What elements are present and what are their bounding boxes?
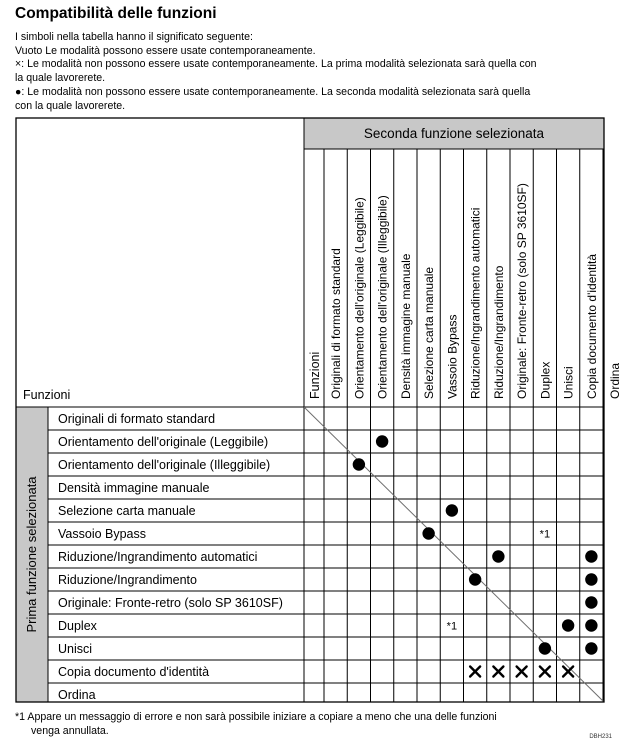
dot-mark	[376, 435, 388, 447]
column-header-13: Ordina	[608, 362, 623, 399]
compatibility-table	[15, 117, 623, 710]
column-header-11: Unisci	[561, 366, 576, 399]
symbol-legend	[15, 31, 615, 113]
cross-mark	[540, 667, 550, 677]
column-header-9: Originale: Fronte-retro (solo SP 3610SF)	[515, 183, 530, 399]
row-label-9: Originale: Fronte-retro (solo SP 3610SF)	[58, 596, 283, 610]
row-label-7: Riduzione/Ingrandimento automatici	[58, 550, 258, 564]
column-header-3: Orientamento dell'originale (Illeggibile)	[375, 195, 390, 399]
note-mark: *1	[539, 528, 551, 541]
column-header-10: Duplex	[538, 361, 553, 399]
column-header-6: Vassoio Bypass	[445, 314, 460, 399]
column-header-1: Originali di formato standard	[329, 248, 344, 399]
column-header-12: Copia documento d'identità	[584, 253, 599, 399]
dot-mark	[585, 596, 597, 608]
column-header-2: Orientamento dell'originale (Leggibile)	[352, 197, 367, 399]
row-label-10: Duplex	[58, 619, 97, 633]
top-header-label: Seconda funzione selezionata	[363, 126, 545, 141]
legend-dot-cont: con la quale lavorerete.	[15, 99, 126, 112]
footnote	[15, 711, 615, 738]
diagonal-line	[304, 407, 604, 702]
legend-blank: Vuoto Le modalità possono essere usate contemporaneamente.	[15, 44, 316, 57]
footnote-line-1: *1 Appare un messaggio di errore e non sarà possibile iniziare a copiare a meno che una delle funzioni	[15, 711, 497, 723]
cross-mark	[563, 667, 573, 677]
row-label-13: Ordina	[58, 688, 96, 702]
document-id: DBH231	[589, 734, 612, 740]
dot-mark	[585, 642, 597, 654]
page-title: Compatibilità delle funzioni	[15, 5, 217, 22]
row-label-12: Copia documento d'identità	[58, 665, 210, 679]
side-label: Prima funzione selezionata	[24, 476, 39, 633]
dot-mark	[585, 573, 597, 585]
column-header-7: Riduzione/Ingrandimento automatici	[468, 207, 483, 399]
dot-mark	[562, 619, 574, 631]
dot-mark	[585, 550, 597, 562]
dot-mark	[353, 458, 365, 470]
dot-mark	[492, 550, 504, 562]
cross-mark	[493, 667, 503, 677]
legend-dot: ●: Le modalità non possono essere usate contemporaneamente. La seconda modalità selezionata sarà quella	[15, 85, 531, 98]
legend-cross: ×: Le modalità non possono essere usate contemporaneamente. La prima modalità selezionata sarà quella con	[15, 58, 537, 71]
row-label-2: Orientamento dell'originale (Leggibile)	[58, 435, 269, 449]
note-mark: *1	[446, 620, 458, 633]
compatibility-matrix	[15, 117, 623, 705]
cross-mark	[470, 667, 480, 677]
footnote-line-2: venga annullata.	[31, 724, 109, 737]
column-header-4: Densità immagine manuale	[398, 253, 413, 399]
column-axis-label: Funzioni	[308, 351, 322, 399]
row-label-11: Unisci	[58, 642, 93, 656]
column-header-8: Riduzione/Ingrandimento	[491, 265, 506, 399]
cross-mark	[517, 667, 527, 677]
corner-label: Funzioni	[23, 388, 71, 402]
dot-mark	[422, 527, 434, 539]
row-label-3: Orientamento dell'originale (Illeggibile)	[58, 458, 271, 472]
row-label-1: Originali di formato standard	[58, 412, 216, 426]
row-label-4: Densità immagine manuale	[58, 481, 210, 495]
legend-intro: I simboli nella tabella hanno il significato seguente:	[15, 31, 253, 43]
row-label-8: Riduzione/Ingrandimento	[58, 573, 197, 587]
dot-mark	[539, 642, 551, 654]
column-header-5: Selezione carta manuale	[422, 266, 437, 399]
dot-mark	[585, 619, 597, 631]
row-label-5: Selezione carta manuale	[58, 504, 196, 518]
row-label-6: Vassoio Bypass	[58, 527, 147, 541]
dot-mark	[446, 504, 458, 516]
legend-cross-cont: la quale lavorerete.	[15, 72, 106, 85]
dot-mark	[469, 573, 481, 585]
